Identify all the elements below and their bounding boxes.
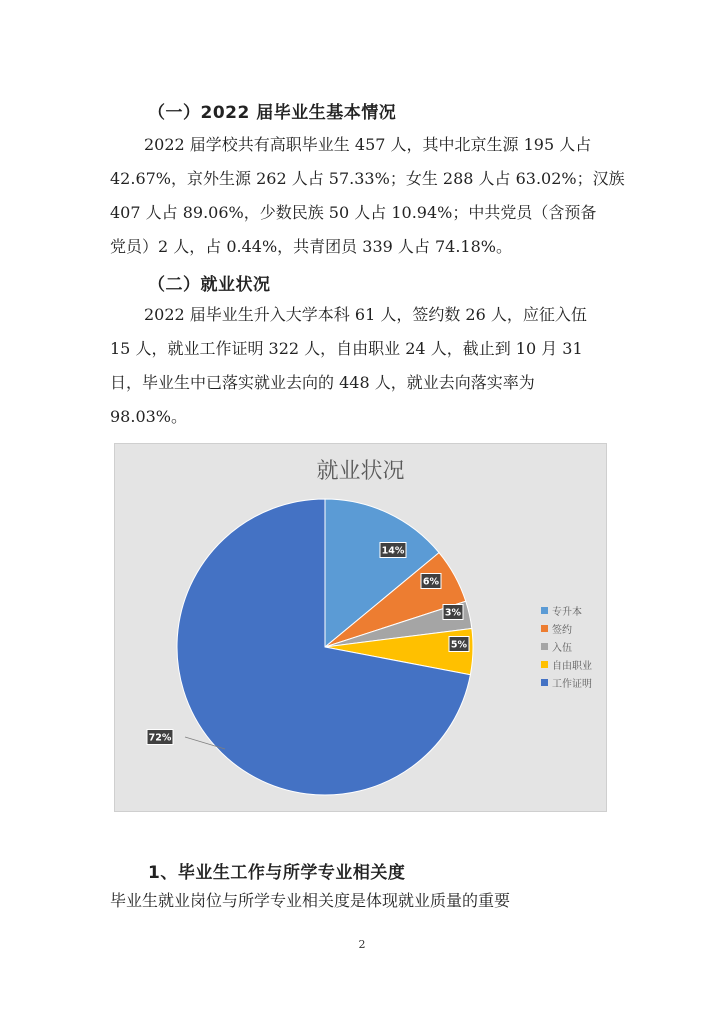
- section1-line-4: 党员）2 人，占 0.44%，共青团员 339 人占 74.18%。: [110, 237, 512, 256]
- data-label-3: [443, 605, 463, 620]
- section3-line-1: 毕业生就业岗位与所学专业相关度是体现就业质量的重要: [110, 891, 511, 910]
- legend-swatch: [541, 661, 548, 668]
- section2-line-4: 98.03%。: [110, 407, 188, 426]
- legend-label: 工作证明: [552, 678, 592, 690]
- section1-line-3: 407 人占 89.06%，少数民族 50 人占 10.94%；中共党员（含预备: [110, 203, 597, 222]
- legend-item-5: [541, 673, 592, 691]
- section2-line-2: 15 人，就业工作证明 322 人，自由职业 24 人，截止到 10 月 31: [110, 339, 583, 358]
- legend-item-4: [541, 655, 592, 673]
- legend-label: 入伍: [552, 642, 572, 654]
- legend-swatch: [541, 643, 548, 650]
- data-label-4: [449, 637, 469, 652]
- svg-text:3%: 3%: [444, 607, 462, 619]
- data-label-2: [421, 574, 441, 589]
- chart-title: 就业状况: [316, 459, 405, 484]
- section1-paragraph: [110, 128, 625, 264]
- svg-text:72%: 72%: [148, 732, 172, 744]
- section1-line-1: 2022 届学校共有高职毕业生 457 人，其中北京生源 195 人占: [144, 135, 592, 154]
- legend-item-1: [541, 601, 592, 619]
- section2-line-1: 2022 届毕业生升入大学本科 61 人，签约数 26 人，应征入伍: [144, 305, 587, 324]
- legend-label: 专升本: [552, 606, 582, 618]
- legend-swatch: [541, 625, 548, 632]
- data-label-5: [147, 730, 173, 745]
- svg-text:6%: 6%: [422, 576, 440, 588]
- chart-legend: [541, 601, 592, 691]
- section2-line-3: 日，毕业生中已落实就业去向的 448 人，就业去向落实率为: [110, 373, 535, 392]
- legend-item-2: [541, 619, 592, 637]
- legend-label: 自由职业: [552, 660, 592, 672]
- page-number: 2: [358, 938, 366, 951]
- section2-heading: （二）就业状况: [148, 275, 271, 295]
- legend-label: 签约: [552, 624, 572, 636]
- svg-text:14%: 14%: [381, 545, 405, 557]
- section1-heading: （一）2022 届毕业生基本情况: [148, 103, 397, 123]
- section1-line-2: 42.67%，京外生源 262 人占 57.33%；女生 288 人占 63.02%；汉族: [110, 169, 625, 188]
- data-label-1: [380, 543, 406, 558]
- section3-heading: 1、毕业生工作与所学专业相关度: [148, 863, 406, 883]
- legend-swatch: [541, 607, 548, 614]
- legend-item-3: [541, 637, 592, 655]
- svg-text:5%: 5%: [450, 639, 468, 651]
- section2-paragraph: [110, 298, 614, 434]
- section3-paragraph: [110, 884, 614, 918]
- employment-pie-chart: [114, 443, 607, 812]
- legend-swatch: [541, 679, 548, 686]
- pie-svg: [115, 444, 606, 811]
